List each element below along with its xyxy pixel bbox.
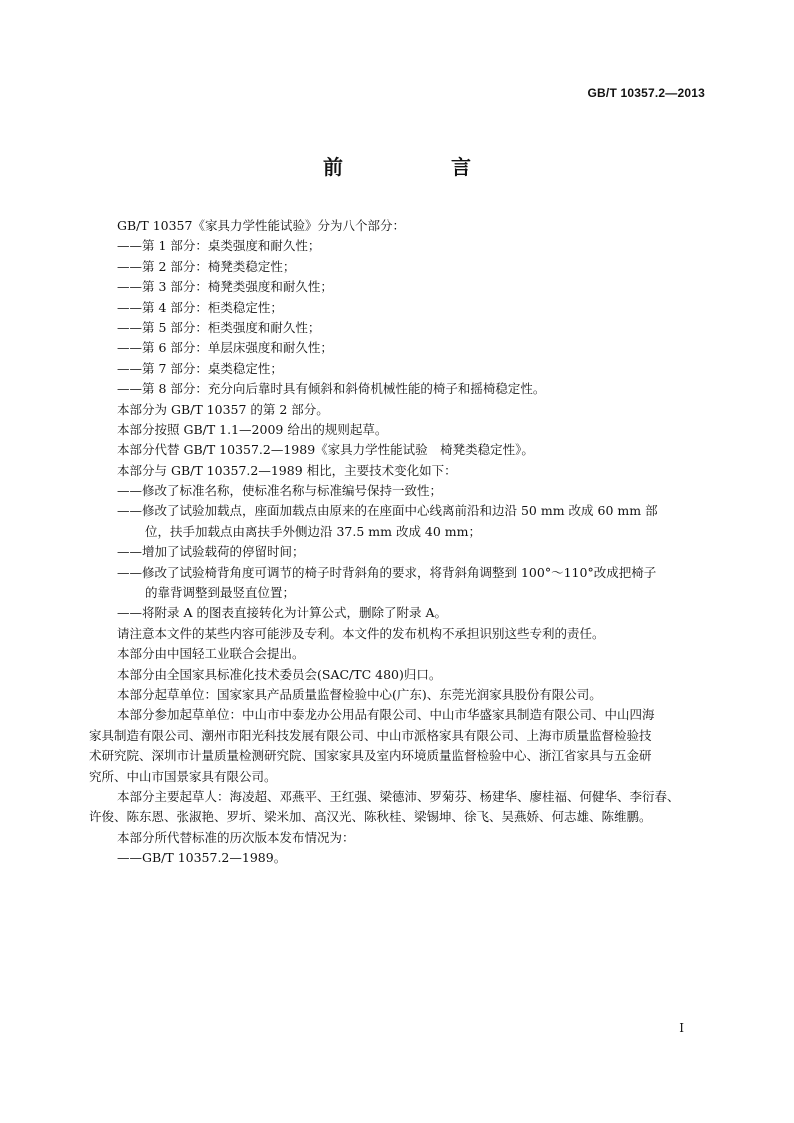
paragraph-line: 究所、中山市国景家具有限公司。 [89, 768, 277, 784]
section-title: 前 言 [323, 155, 515, 179]
paragraph-line: ——增加了试验载荷的停留时间； [117, 544, 305, 560]
paragraph-line: ——第 6 部分：单层床强度和耐久性； [117, 340, 333, 356]
paragraph-line: 许俊、陈东恩、张淑艳、罗圻、梁米加、高汉光、陈秋桂、梁锡坤、徐飞、吴燕娇、何志雄、陈维鹏。 [89, 809, 652, 825]
paragraph-line: GB/T 10357《家具力学性能试验》分为八个部分： [117, 218, 405, 233]
page-number: I [679, 1021, 684, 1035]
paragraph-line: 本部分起草单位：国家家具产品质量监督检验中心(广东)、东莞光润家具股份有限公司。 [117, 686, 602, 702]
paragraph-line: ——第 7 部分：桌类稳定性； [117, 360, 283, 376]
paragraph-line: 本部分由中国轻工业联合会提出。 [117, 646, 305, 662]
paragraph-line: ——第 5 部分：柜类强度和耐久性； [117, 319, 321, 335]
paragraph-line: 本部分主要起草人：海凌超、邓燕平、王红强、梁德沛、罗菊芬、杨建华、廖桂福、何健华、李衍春、 [117, 788, 680, 804]
paragraph-line: 本部分所代替标准的历次版本发布情况为： [117, 829, 355, 845]
paragraph-line: 本部分参加起草单位：中山市中泰龙办公用品有限公司、中山市华盛家具制造有限公司、中山四海 [117, 707, 655, 723]
paragraph-line: ——第 1 部分：桌类强度和耐久性； [117, 238, 321, 254]
paragraph-line: 本部分按照 GB/T 1.1—2009 给出的规则起草。 [117, 421, 388, 437]
document-body [89, 216, 707, 869]
paragraph-line: ——修改了标准名称，使标准名称与标准编号保持一致性； [117, 483, 443, 499]
paragraph-line: ——修改了试验椅背角度可调节的椅子时背斜角的要求，将背斜角调整到 100°～110°改成把椅子 [117, 564, 657, 580]
paragraph-line: 术研究院、深圳市计量质量检测研究院、国家家具及室内环境质量监督检验中心、浙江省家具与五金研 [89, 748, 652, 764]
paragraph-line: 请注意本文件的某些内容可能涉及专利。本文件的发布机构不承担识别这些专利的责任。 [117, 625, 605, 641]
paragraph-line: 的靠背调整到最竖直位置； [145, 585, 296, 601]
paragraph-line: ——第 2 部分：椅凳类稳定性； [117, 258, 296, 274]
paragraph-line: 本部分与 GB/T 10357.2—1989 相比，主要技术变化如下： [117, 462, 457, 478]
paragraph-line: 本部分为 GB/T 10357 的第 2 部分。 [117, 401, 329, 417]
standard-number: GB/T 10357.2—2013 [587, 86, 705, 100]
paragraph-line: 家具制造有限公司、潮州市阳光科技发展有限公司、中山市派格家具有限公司、上海市质量监督检验技 [89, 727, 652, 743]
paragraph-line: ——GB/T 10357.2—1989。 [117, 850, 287, 866]
paragraph-line: 位，扶手加载点由离扶手外侧边沿 37.5 mm 改成 40 mm； [145, 523, 482, 539]
paragraph-line: ——将附录 A 的图表直接转化为计算公式，删除了附录 A。 [117, 605, 447, 621]
paragraph-line: 本部分代替 GB/T 10357.2—1989《家具力学性能试验 椅凳类稳定性》。 [117, 442, 534, 458]
paragraph-line: ——第 8 部分：充分向后靠时具有倾斜和斜倚机械性能的椅子和摇椅稳定性。 [117, 381, 546, 397]
paragraph-line: ——第 4 部分：柜类稳定性； [117, 299, 283, 315]
paragraph-line: ——第 3 部分：椅凳类强度和耐久性； [117, 279, 333, 295]
paragraph-line: ——修改了试验加载点，座面加载点由原来的在座面中心线离前沿和边沿 50 mm 改成 60 mm 部 [117, 503, 658, 519]
paragraph-line: 本部分由全国家具标准化技术委员会(SAC/TC 480)归口。 [117, 666, 442, 682]
